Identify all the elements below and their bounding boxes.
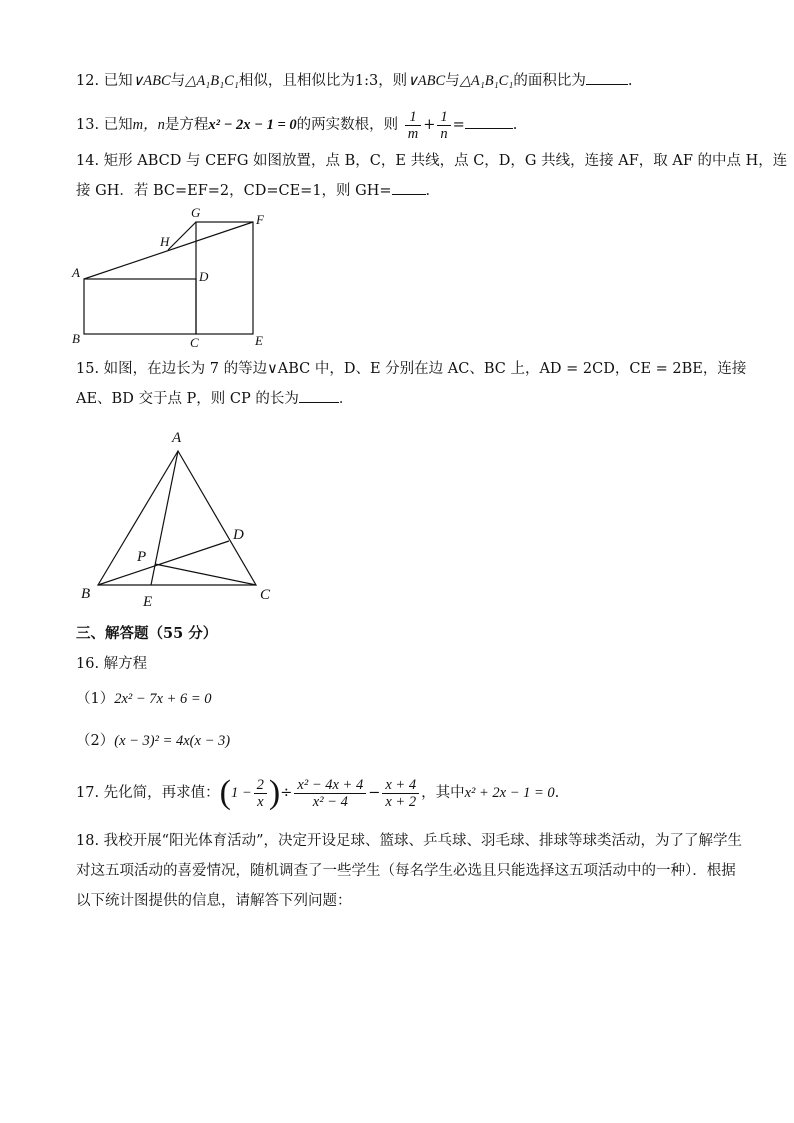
q15-line-2 [76,388,353,410]
q12-text: 相似，且相似比为 [238,73,355,89]
q14-label-b: B [72,331,80,346]
q18-line-2: 对这五项活动的喜爱情况，随机调查了一些学生（每名学生必选且只能选择这五项活动中的一种）．根据 [76,863,736,879]
q13-text: 的两实数根，则 [296,117,399,133]
q15-answer-blank[interactable] [299,388,339,403]
q13-answer-blank[interactable] [465,114,513,129]
q14-line-2 [76,180,440,202]
q16-part-2-equation: (x − 3)² = 4x(x − 3) [114,733,231,749]
fraction-numerator: x² − 4x + 4 [294,777,366,794]
q12-ratio: 1:3 [354,73,379,89]
q12-text: 与 [445,73,460,89]
q13-equals: = [452,117,465,133]
section-3-title: 三、解答题（55 分） [76,625,218,642]
q13-vars: m，n [132,117,165,133]
segment-cp [155,564,256,585]
q13-end: . [512,117,518,133]
q14-answer-blank[interactable] [392,180,426,195]
q13-fraction-1-over-n [437,109,450,142]
q17-minus: − [368,785,381,801]
q17-left-paren: ( [219,774,231,811]
q17-fraction-b [294,777,366,810]
q15-line-1: 15. 如图，在边长为 7 的等边∨ABC 中，D、E 分别在边 AC、BC 上，AD = 2CD，CE = 2BE，连接 [76,361,747,377]
fraction-numerator: 1 [405,109,421,126]
q15-end: ． [338,391,354,407]
q17-end: . [554,785,560,801]
q14-label-g: G [191,205,201,220]
q15-label-e: E [143,594,153,610]
fraction-numerator: x + 4 [382,777,419,794]
q15-label-b: B [81,586,91,602]
q13-text: 已知 [103,117,133,133]
q15-text: AE、BD 交于点 P，则 CP 的长为 [76,391,299,407]
q17-text: 先化简，再求值： [103,785,220,801]
q13-text: 是方程 [164,117,209,133]
q17-text: ，其中 [421,785,465,801]
q17-right-paren: ) [268,774,281,811]
rectangle-cefg [196,222,253,334]
q12-answer-blank[interactable] [586,70,628,85]
q17-line [76,770,559,816]
q17-one-minus: 1 − [231,785,252,801]
fraction-denominator: n [440,125,448,142]
fraction-denominator: x + 2 [385,793,417,810]
q13-fraction-1-over-m [405,109,421,142]
q16-part-1-equation: 2x² − 7x + 6 = 0 [114,691,212,707]
q12-triangle-a1b1c1: △A₁B₁C₁ [459,73,514,89]
segment-gh [168,222,196,250]
q14-label-e: E [255,333,263,348]
q14-end: ． [425,183,441,199]
q16-part-2-label: （2） [76,733,115,749]
fraction-denominator: x² − 4 [312,793,348,810]
q13-equation: x² − 2x − 1 = 0 [208,117,297,133]
q16-title: 16. 解方程 [76,656,148,672]
q17-fraction-c [382,777,419,810]
q14-label-d: D [199,269,209,284]
rectangle-abcd [84,279,196,334]
q14-label-c: C [190,335,199,350]
q13-number: 13. [76,117,100,133]
q16-part-1-label: （1） [76,691,115,707]
q18-line-1: 18. 我校开展“阳光体育活动”，决定开设足球、篮球、乒乓球、羽毛球、排球等球类活动，为了了解学生 [76,833,742,849]
q12-triangle-a1b1c1: △A₁B₁C₁ [185,73,239,89]
q12-number: 12. [76,73,100,89]
q14-label-h: H [160,234,170,249]
q15-label-p: P [137,549,147,565]
q15-label-d: D [233,527,244,543]
q12-end: . [627,73,633,89]
q12-triangle-abc: ∨ABC [407,73,446,89]
q17-divide: ÷ [280,785,293,801]
q14-label-a: A [72,265,80,280]
q12-text: 的面积比为 [513,73,586,89]
fraction-numerator: 2 [254,777,267,794]
q17-condition: x² + 2x − 1 = 0 [464,785,555,801]
fraction-denominator: x [257,793,264,810]
q12-text: ，则 [378,73,408,89]
q18-line-3: 以下统计图提供的信息，请解答下列问题： [76,893,352,909]
q14-label-f: F [256,212,264,227]
fraction-denominator: m [407,125,419,142]
segment-ae [151,451,178,585]
q17-number: 17. [76,785,100,801]
q12-triangle-abc: ∨ABC [132,73,171,89]
q12-text: 已知 [103,73,133,89]
q16-part-2 [76,730,230,752]
q15-label-c: C [260,587,271,603]
q13-line [76,108,517,142]
q14-text: 接 GH．若 BC=EF=2，CD=CE=1，则 GH= [76,183,392,199]
q13-plus: + [423,117,436,133]
q12-text: 与 [170,73,186,89]
q14-line-1: 14. 矩形 ABCD 与 CEFG 如图放置，点 B，C，E 共线，点 C，D，G 共线，连接 AF，取 AF 的中点 H，连 [76,153,788,169]
q17-fraction-2-over-x [254,777,267,810]
triangle-abc [98,451,256,585]
q16-part-1 [76,688,212,710]
segment-bd [98,541,229,585]
fraction-numerator: 1 [437,109,450,126]
q15-label-a: A [172,430,182,446]
segment-af [84,222,253,279]
q12-line [76,70,632,92]
